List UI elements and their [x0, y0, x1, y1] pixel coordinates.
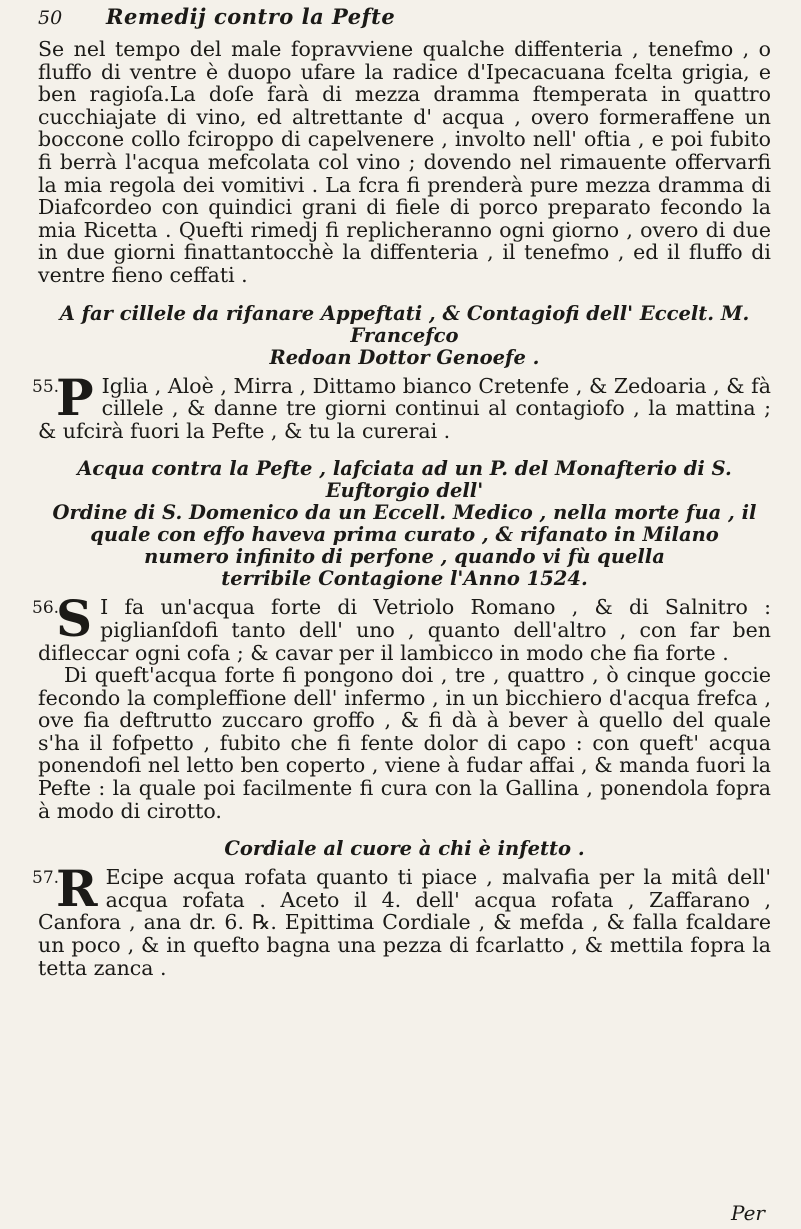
- drop-cap: R: [56, 859, 98, 919]
- recipe-56: [32, 589, 771, 823]
- recipe-57: [32, 859, 771, 980]
- section-title-56: [38, 458, 771, 590]
- page-header: [38, 4, 771, 36]
- title-line: terribile Contagione l'Anno 1524.: [221, 567, 588, 591]
- title-line: Redoan Dottor Genoefe .: [269, 345, 540, 369]
- recipe-text: Ecipe acqua rofata quanto ti piace , malvafia per la mitâ dell' acqua rofata . Aceto il 4. dell' acqua rofata , Zaffarano , Canfora , ana dr. 6. ℞. Epittima Cordiale , & mefda , & falla fcaldare un poco , & in quefto bagna una pezza di fcarlatto , & mettila fopra la tetta zanca .: [38, 865, 771, 980]
- recipe-text: I fa un'acqua forte di Vetriolo Romano , & di Salnitro : piglianſdofi tanto dell' uno , quanto dell'altro , con far ben difleccar ogni cofa ; & cavar per il lambicco in modo che fia forte .: [38, 595, 771, 665]
- section-title-57: [38, 838, 771, 860]
- title-line: Acqua contra la Pefte , lafciata ad un P. del Monafterio di S. Euftorgio dell': [77, 457, 732, 503]
- title-line: quale con effo haveva prima curato , & rifanato in Milano: [90, 523, 719, 547]
- title-line: Ordine di S. Domenico da un Eccell. Medico , nella morte fua , il: [52, 501, 757, 525]
- recipe-text: Iglia , Aloè , Mirra , Dittamo bianco Cretenfe , & Zedoaria , & fà cillele , & danne tre giorni continui al contagiofo , la mattina ; & ufcirà fuori la Pefte , & tu la curerai .: [38, 373, 771, 443]
- page-number: 50: [38, 7, 63, 29]
- drop-cap: S: [56, 589, 93, 649]
- recipe-number: 57.: [32, 868, 60, 889]
- recipe-55: [32, 367, 771, 443]
- title-line: Cordiale al cuore à chi è infetto .: [224, 837, 585, 861]
- drop-cap: P: [56, 367, 94, 427]
- title-line: numero infinito di perfone , quando vi fù quella: [144, 545, 665, 569]
- recipe-number: 56.: [32, 598, 60, 619]
- title-line: A far cillele da rifanare Appeftati , & Contagiofi dell' Eccelt. M. Francefco: [59, 301, 750, 347]
- catchword: Per: [731, 1201, 765, 1225]
- intro-paragraph: Se nel tempo del male fopravviene qualche diffenteria , tenefmo , o fluffo di ventre è duopo ufare la radice d'Ipecacuana fcelta grigia, e ben ragioſa.La doſe farà di mezza dramma ftemperata in quattro cucchiajate di vino, ed altrettante d' acqua , overo formeraffene un boccone collo fciroppo di capelvenere , involto nell' oftia , e poi fubito fi berrà l'acqua mefcolata col vino ; dovendo nel rimauente offervarfi la mia regola dei vomitivi . La fcra fi prenderà pure mezza dramma di Diafcordeo con quindici grani di fiele di porco preparato fecondo la mia Ricetta . Quefti rimedj fi replicheranno ogni giorno , overo di due in due giorni finattantocchè la diffenteria , il tenefmo , ed il fluffo di ventre fieno ceffati .: [38, 37, 771, 287]
- recipe-text-continued: Di queft'acqua forte fi pongono doi , tre , quattro , ò cinque goccie fecondo la compleffione dell' infermo , in un bicchiero d'acqua frefca , ove fia deftrutto zuccaro groffo , & fi dà à bever à quello del quale s'ha il fofpetto , fubito che fi fente dolor di capo : con queft' acqua ponendofi nel letto ben coperto , viene à fudar affai , & manda fuori la Pefte : la quale poi facilmente fi cura con la Gallina , ponendola fopra à modo di cirotto.: [38, 663, 771, 823]
- recipe-number: 55.: [32, 376, 60, 397]
- running-title: Remedij contro la Pefte: [106, 4, 396, 29]
- section-title-55: [38, 303, 771, 369]
